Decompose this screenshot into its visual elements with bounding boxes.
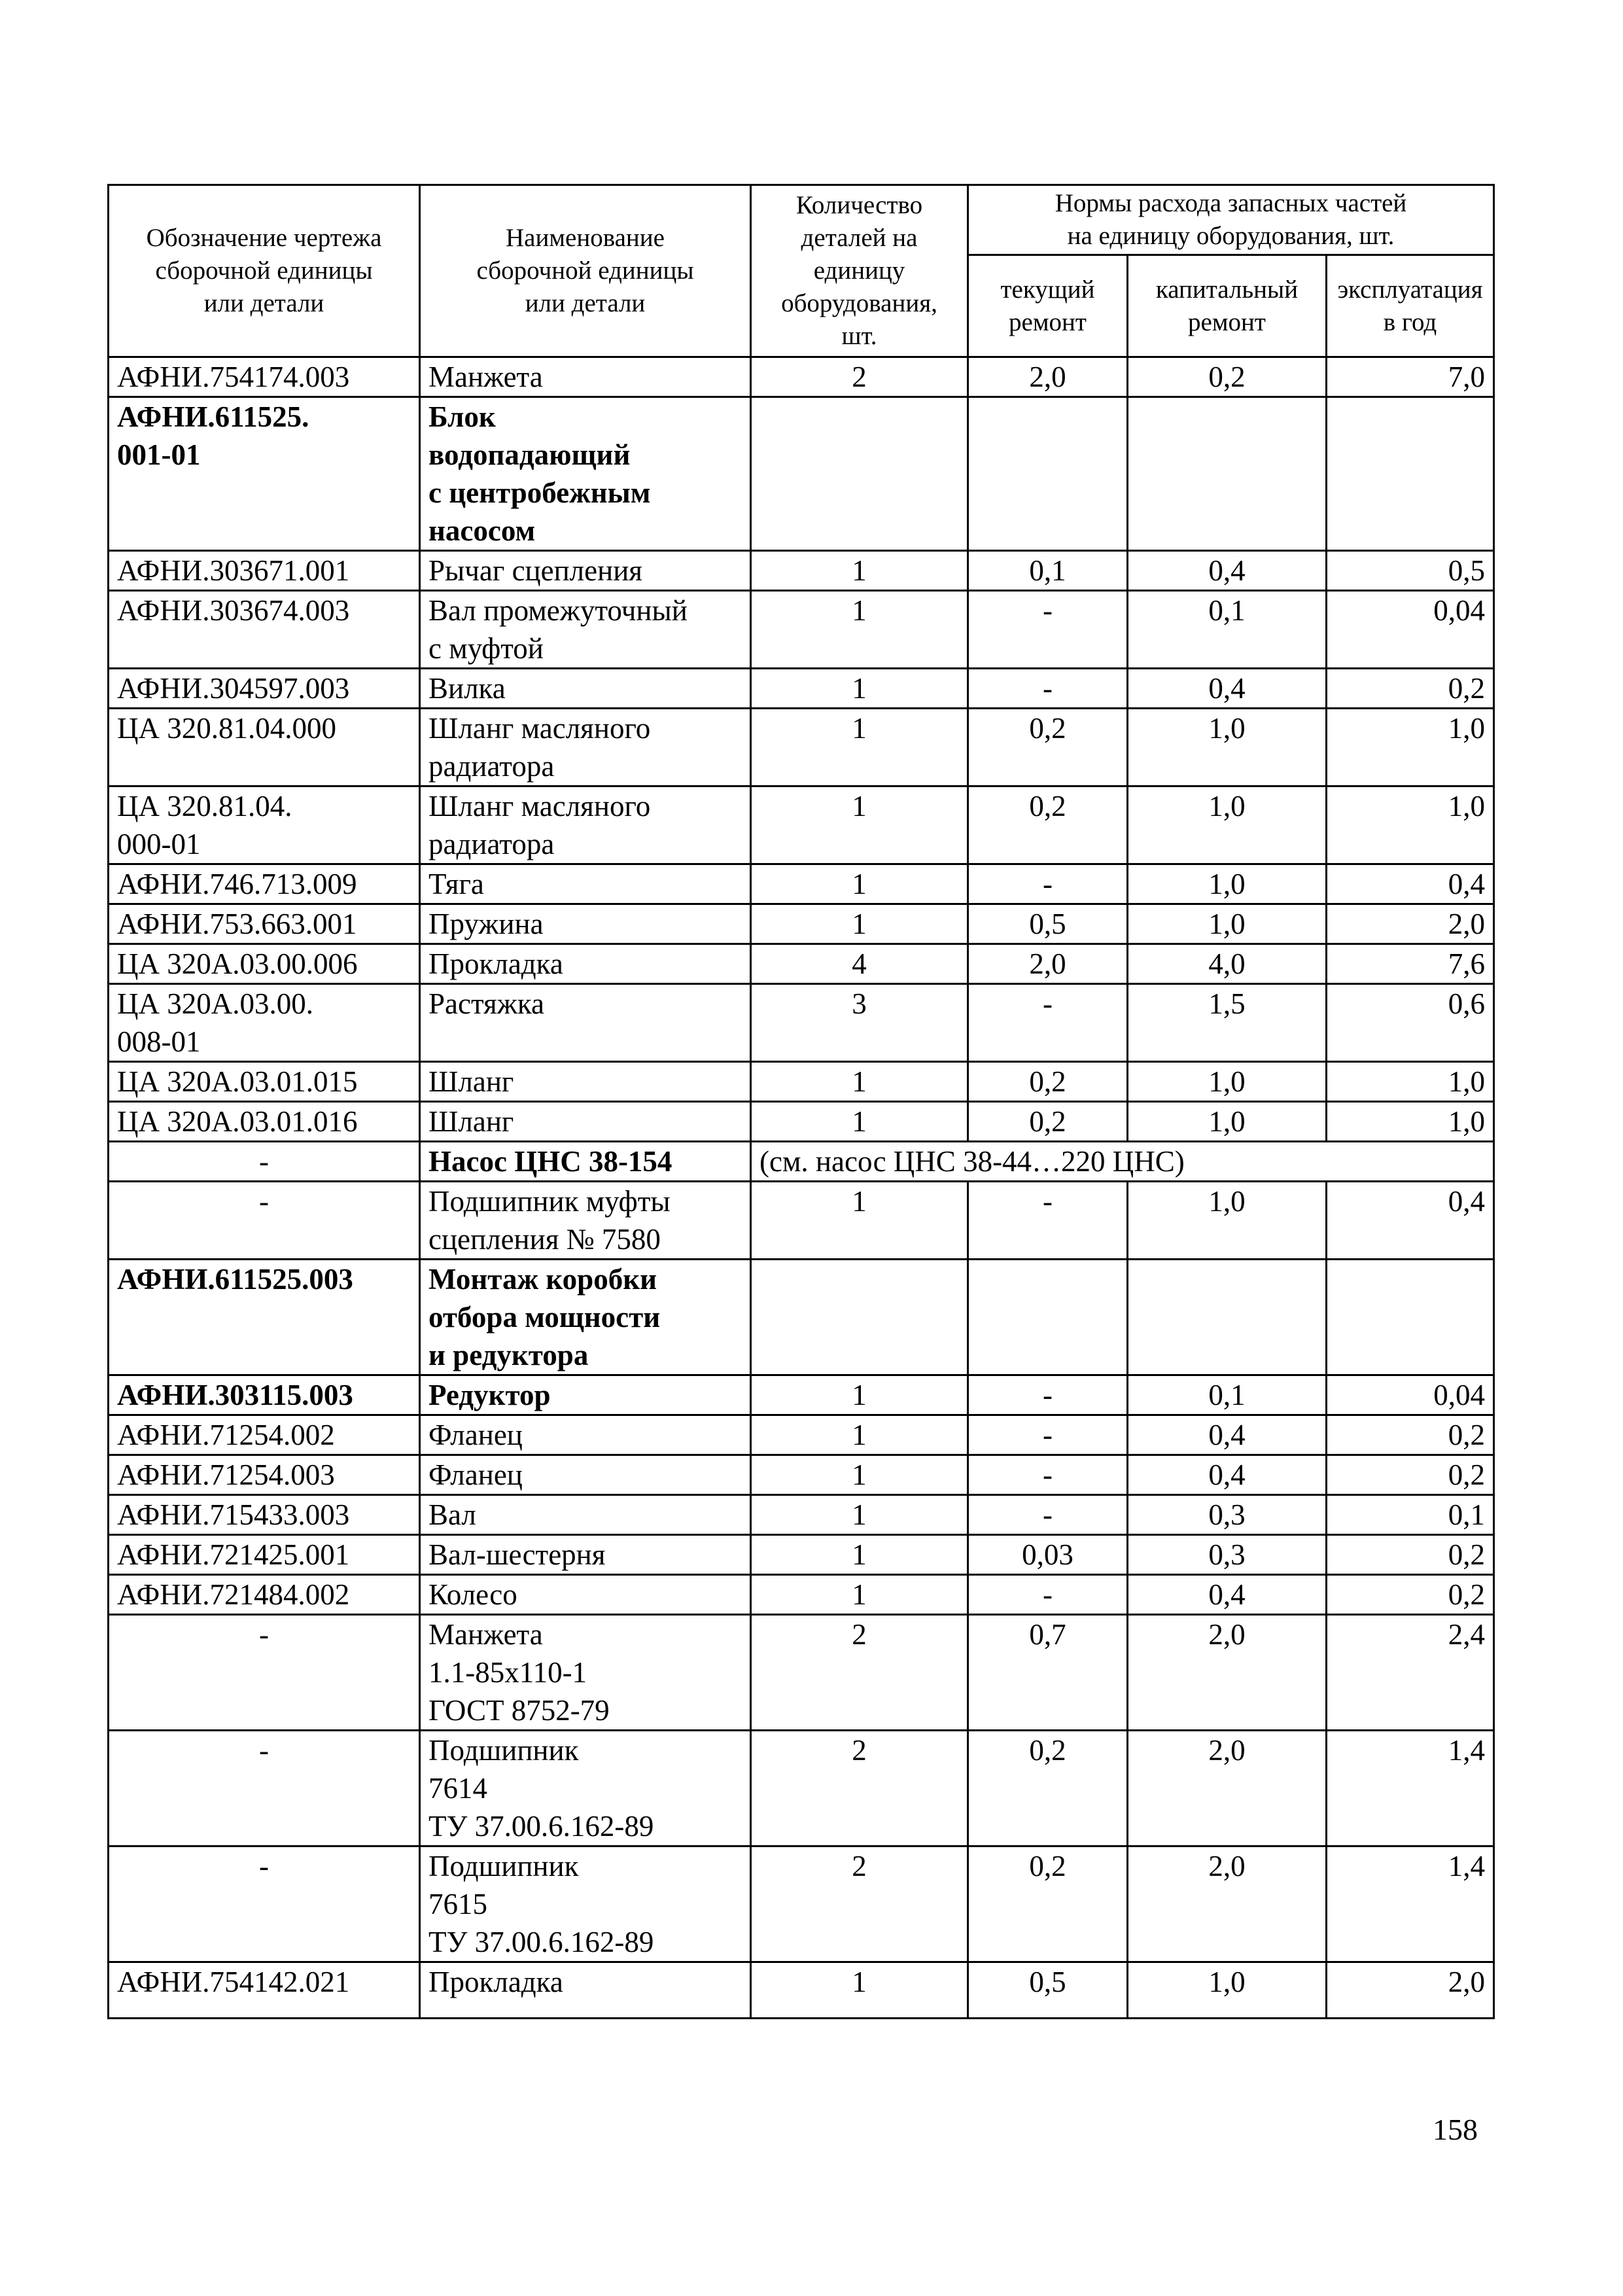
header-drawing-code: Обозначение чертежа сборочной единицы или детали <box>109 185 420 357</box>
table-row <box>109 357 1494 397</box>
cell-capital-repair: 1,0 <box>1128 1182 1327 1260</box>
cell-operation-year: 0,6 <box>1327 984 1494 1062</box>
cell-capital-repair: 1,5 <box>1128 984 1327 1062</box>
cell-code: АФНИ.303115.003 <box>109 1375 420 1415</box>
cell-quantity: 1 <box>751 1495 968 1535</box>
header-current-repair: текущий ремонт <box>968 255 1128 357</box>
cell-current-repair: 0,2 <box>968 786 1128 864</box>
cell-code: - <box>109 1615 420 1731</box>
cell-code: - <box>109 1142 420 1182</box>
cell-code: АФНИ.746.713.009 <box>109 864 420 904</box>
cell-operation-year: 7,0 <box>1327 357 1494 397</box>
cell-code: ЦА 320А.03.01.016 <box>109 1102 420 1142</box>
cell-current-repair: 0,1 <box>968 551 1128 591</box>
cell-code: АФНИ.721425.001 <box>109 1535 420 1575</box>
table-row <box>109 1962 1494 2019</box>
cell-quantity: 1 <box>751 864 968 904</box>
table-row <box>109 1575 1494 1615</box>
cell-quantity: 2 <box>751 1846 968 1962</box>
table-row <box>109 669 1494 709</box>
cell-capital-repair: 1,0 <box>1128 1962 1327 2019</box>
cell-quantity: 1 <box>751 786 968 864</box>
cell-current-repair: - <box>968 591 1128 669</box>
cell-quantity: 2 <box>751 1615 968 1731</box>
cell-operation-year: 0,04 <box>1327 1375 1494 1415</box>
cell-name: Вилка <box>420 669 751 709</box>
cell-operation-year: 0,2 <box>1327 1455 1494 1495</box>
pump-row-group <box>109 1142 1494 1182</box>
cell-code: АФНИ.71254.003 <box>109 1455 420 1495</box>
cell-code: ЦА 320А.03.00. 008-01 <box>109 984 420 1062</box>
cell-name: Вал-шестерня <box>420 1535 751 1575</box>
cell-quantity: 1 <box>751 1102 968 1142</box>
cell-code: АФНИ.303671.001 <box>109 551 420 591</box>
cell-capital-repair: 0,4 <box>1128 1415 1327 1455</box>
page-number: 158 <box>1433 2113 1478 2146</box>
cell-capital-repair: 0,2 <box>1128 357 1327 397</box>
cell-name: Пружина <box>420 904 751 944</box>
cell-code: - <box>109 1182 420 1260</box>
table-row <box>109 1455 1494 1495</box>
table-row <box>109 786 1494 864</box>
table-row <box>109 984 1494 1062</box>
cell-code: ЦА 320.81.04.000 <box>109 709 420 786</box>
cell-current-repair: - <box>968 669 1128 709</box>
header-operation-year: эксплуатация в год <box>1327 255 1494 357</box>
cell-quantity: 1 <box>751 709 968 786</box>
header-capital-repair: капитальный ремонт <box>1128 255 1327 357</box>
cell-name: Вал промежуточный с муфтой <box>420 591 751 669</box>
cell-name: Прокладка <box>420 944 751 984</box>
table-row <box>109 1615 1494 1731</box>
header-name: Наименование сборочной единицы или детали <box>420 185 751 357</box>
table-row <box>109 864 1494 904</box>
cell-operation-year: 0,2 <box>1327 1415 1494 1455</box>
cell-name: Вал <box>420 1495 751 1535</box>
spare-parts-table <box>107 184 1495 2019</box>
cell-name: Шланг масляного радиатора <box>420 786 751 864</box>
cell-quantity: 1 <box>751 1962 968 2019</box>
cell-capital-repair: 2,0 <box>1128 1731 1327 1846</box>
cell-current-repair: - <box>968 1182 1128 1260</box>
cell-current-repair: 0,03 <box>968 1535 1128 1575</box>
cell-code: - <box>109 1731 420 1846</box>
cell-current-repair: - <box>968 1575 1128 1615</box>
cell-name: Тяга <box>420 864 751 904</box>
cell-operation-year: 0,2 <box>1327 1575 1494 1615</box>
table-row <box>109 1102 1494 1142</box>
table-body-part1 <box>109 357 1494 1142</box>
cell-name: Манжета 1.1-85х110-1 ГОСТ 8752-79 <box>420 1615 751 1731</box>
cell-operation-year <box>1327 397 1494 551</box>
cell-capital-repair: 0,1 <box>1128 1375 1327 1415</box>
cell-operation-year: 2,4 <box>1327 1615 1494 1731</box>
cell-code: ЦА 320.81.04. 000-01 <box>109 786 420 864</box>
table-row <box>109 1846 1494 1962</box>
cell-name: Насос ЦНС 38-154 <box>420 1142 751 1182</box>
cell-operation-year: 0,5 <box>1327 551 1494 591</box>
cell-capital-repair <box>1128 397 1327 551</box>
cell-capital-repair: 1,0 <box>1128 864 1327 904</box>
cell-capital-repair: 1,0 <box>1128 709 1327 786</box>
cell-quantity <box>751 1260 968 1375</box>
cell-name: Блок водопадающий с центробежным насосом <box>420 397 751 551</box>
cell-name: Шланг <box>420 1062 751 1102</box>
cell-current-repair: - <box>968 1455 1128 1495</box>
cell-capital-repair: 4,0 <box>1128 944 1327 984</box>
cell-current-repair: 0,7 <box>968 1615 1128 1731</box>
cell-quantity: 1 <box>751 1535 968 1575</box>
cell-code: АФНИ.304597.003 <box>109 669 420 709</box>
cell-code: АФНИ.303674.003 <box>109 591 420 669</box>
table-row <box>109 1062 1494 1102</box>
cell-name: Фланец <box>420 1455 751 1495</box>
cell-name: Подшипник 7615 ТУ 37.00.6.162-89 <box>420 1846 751 1962</box>
cell-operation-year: 2,0 <box>1327 1962 1494 2019</box>
cell-name: Шланг масляного радиатора <box>420 709 751 786</box>
cell-current-repair: 0,5 <box>968 1962 1128 2019</box>
cell-quantity: 1 <box>751 1062 968 1102</box>
cell-operation-year: 1,0 <box>1327 786 1494 864</box>
header-quantity: Количество деталей на единицу оборудования, шт. <box>751 185 968 357</box>
cell-quantity: 1 <box>751 1415 968 1455</box>
cell-operation-year: 0,1 <box>1327 1495 1494 1535</box>
cell-current-repair: - <box>968 1415 1128 1455</box>
cell-code: АФНИ.715433.003 <box>109 1495 420 1535</box>
cell-capital-repair: 0,3 <box>1128 1495 1327 1535</box>
table-row <box>109 591 1494 669</box>
table-header <box>109 185 1494 357</box>
cell-quantity: 1 <box>751 1455 968 1495</box>
cell-quantity: 3 <box>751 984 968 1062</box>
cell-code: АФНИ.754142.021 <box>109 1962 420 2019</box>
cell-code: АФНИ.611525. 001-01 <box>109 397 420 551</box>
cell-quantity: 1 <box>751 669 968 709</box>
cell-operation-year: 0,2 <box>1327 1535 1494 1575</box>
cell-code: АФНИ.754174.003 <box>109 357 420 397</box>
cell-name: Фланец <box>420 1415 751 1455</box>
cell-code: ЦА 320А.03.01.015 <box>109 1062 420 1102</box>
cell-current-repair: - <box>968 864 1128 904</box>
cell-code: - <box>109 1846 420 1962</box>
cell-quantity: 2 <box>751 1731 968 1846</box>
table-row <box>109 551 1494 591</box>
cell-name: Подшипник муфты сцепления № 7580 <box>420 1182 751 1260</box>
table-row <box>109 904 1494 944</box>
cell-operation-year: 1,4 <box>1327 1846 1494 1962</box>
cell-quantity: 1 <box>751 904 968 944</box>
cell-quantity: 2 <box>751 357 968 397</box>
cell-name: Растяжка <box>420 984 751 1062</box>
cell-operation-year: 0,2 <box>1327 669 1494 709</box>
cell-capital-repair: 0,3 <box>1128 1535 1327 1575</box>
cell-quantity: 1 <box>751 591 968 669</box>
cell-current-repair: 0,2 <box>968 709 1128 786</box>
cell-current-repair: - <box>968 984 1128 1062</box>
cell-name: Колесо <box>420 1575 751 1615</box>
cell-operation-year: 1,0 <box>1327 1102 1494 1142</box>
cell-capital-repair: 2,0 <box>1128 1615 1327 1731</box>
cell-current-repair: 0,2 <box>968 1731 1128 1846</box>
cell-current-repair <box>968 1260 1128 1375</box>
cell-capital-repair: 1,0 <box>1128 786 1327 864</box>
header-norms: Нормы расхода запасных частей на единицу оборудования, шт. <box>968 185 1494 255</box>
cell-capital-repair <box>1128 1260 1327 1375</box>
table-row <box>109 1375 1494 1415</box>
table-row <box>109 1731 1494 1846</box>
cell-operation-year: 1,0 <box>1327 709 1494 786</box>
cell-current-repair: 0,2 <box>968 1102 1128 1142</box>
cell-current-repair: - <box>968 1495 1128 1535</box>
table-row <box>109 709 1494 786</box>
cell-code: АФНИ.721484.002 <box>109 1575 420 1615</box>
cell-capital-repair: 0,4 <box>1128 669 1327 709</box>
cell-current-repair: 0,2 <box>968 1846 1128 1962</box>
cell-capital-repair: 0,1 <box>1128 591 1327 669</box>
cell-name: Подшипник 7614 ТУ 37.00.6.162-89 <box>420 1731 751 1846</box>
cell-current-repair: 0,2 <box>968 1062 1128 1102</box>
cell-capital-repair: 0,4 <box>1128 1575 1327 1615</box>
cell-name: Монтаж коробки отбора мощности и редуктора <box>420 1260 751 1375</box>
cell-capital-repair: 0,4 <box>1128 1455 1327 1495</box>
cell-capital-repair: 1,0 <box>1128 904 1327 944</box>
table-row <box>109 1182 1494 1260</box>
cell-current-repair <box>968 397 1128 551</box>
cell-quantity: 1 <box>751 1575 968 1615</box>
table-row <box>109 944 1494 984</box>
cell-operation-year: 1,4 <box>1327 1731 1494 1846</box>
cell-operation-year: 0,4 <box>1327 1182 1494 1260</box>
cell-name: Редуктор <box>420 1375 751 1415</box>
cell-code: АФНИ.611525.003 <box>109 1260 420 1375</box>
cell-operation-year: 2,0 <box>1327 904 1494 944</box>
table-row <box>109 1415 1494 1455</box>
cell-operation-year: 0,4 <box>1327 864 1494 904</box>
cell-name: Манжета <box>420 357 751 397</box>
cell-capital-repair: 2,0 <box>1128 1846 1327 1962</box>
cell-capital-repair: 1,0 <box>1128 1062 1327 1102</box>
cell-capital-repair: 1,0 <box>1128 1102 1327 1142</box>
cell-quantity: 4 <box>751 944 968 984</box>
cell-operation-year: 7,6 <box>1327 944 1494 984</box>
cell-current-repair: 0,5 <box>968 904 1128 944</box>
cell-name: Шланг <box>420 1102 751 1142</box>
cell-operation-year: 0,04 <box>1327 591 1494 669</box>
cell-code: АФНИ.71254.002 <box>109 1415 420 1455</box>
cell-quantity: 1 <box>751 1182 968 1260</box>
cell-code: ЦА 320А.03.00.006 <box>109 944 420 984</box>
table-row <box>109 1535 1494 1575</box>
cell-name: Прокладка <box>420 1962 751 2019</box>
table-row <box>109 1495 1494 1535</box>
cell-capital-repair: 0,4 <box>1128 551 1327 591</box>
cell-name: Рычаг сцепления <box>420 551 751 591</box>
table-body-part2 <box>109 1182 1494 2019</box>
table-row <box>109 1142 1494 1182</box>
cell-operation-year: 1,0 <box>1327 1062 1494 1102</box>
cell-code: АФНИ.753.663.001 <box>109 904 420 944</box>
cell-quantity: 1 <box>751 551 968 591</box>
cell-quantity <box>751 397 968 551</box>
cell-quantity: 1 <box>751 1375 968 1415</box>
cell-operation-year <box>1327 1260 1494 1375</box>
cell-note: (см. насос ЦНС 38-44…220 ЦНС) <box>751 1142 1494 1182</box>
cell-current-repair: - <box>968 1375 1128 1415</box>
table-row <box>109 397 1494 551</box>
cell-current-repair: 2,0 <box>968 944 1128 984</box>
table-row <box>109 1260 1494 1375</box>
cell-current-repair: 2,0 <box>968 357 1128 397</box>
